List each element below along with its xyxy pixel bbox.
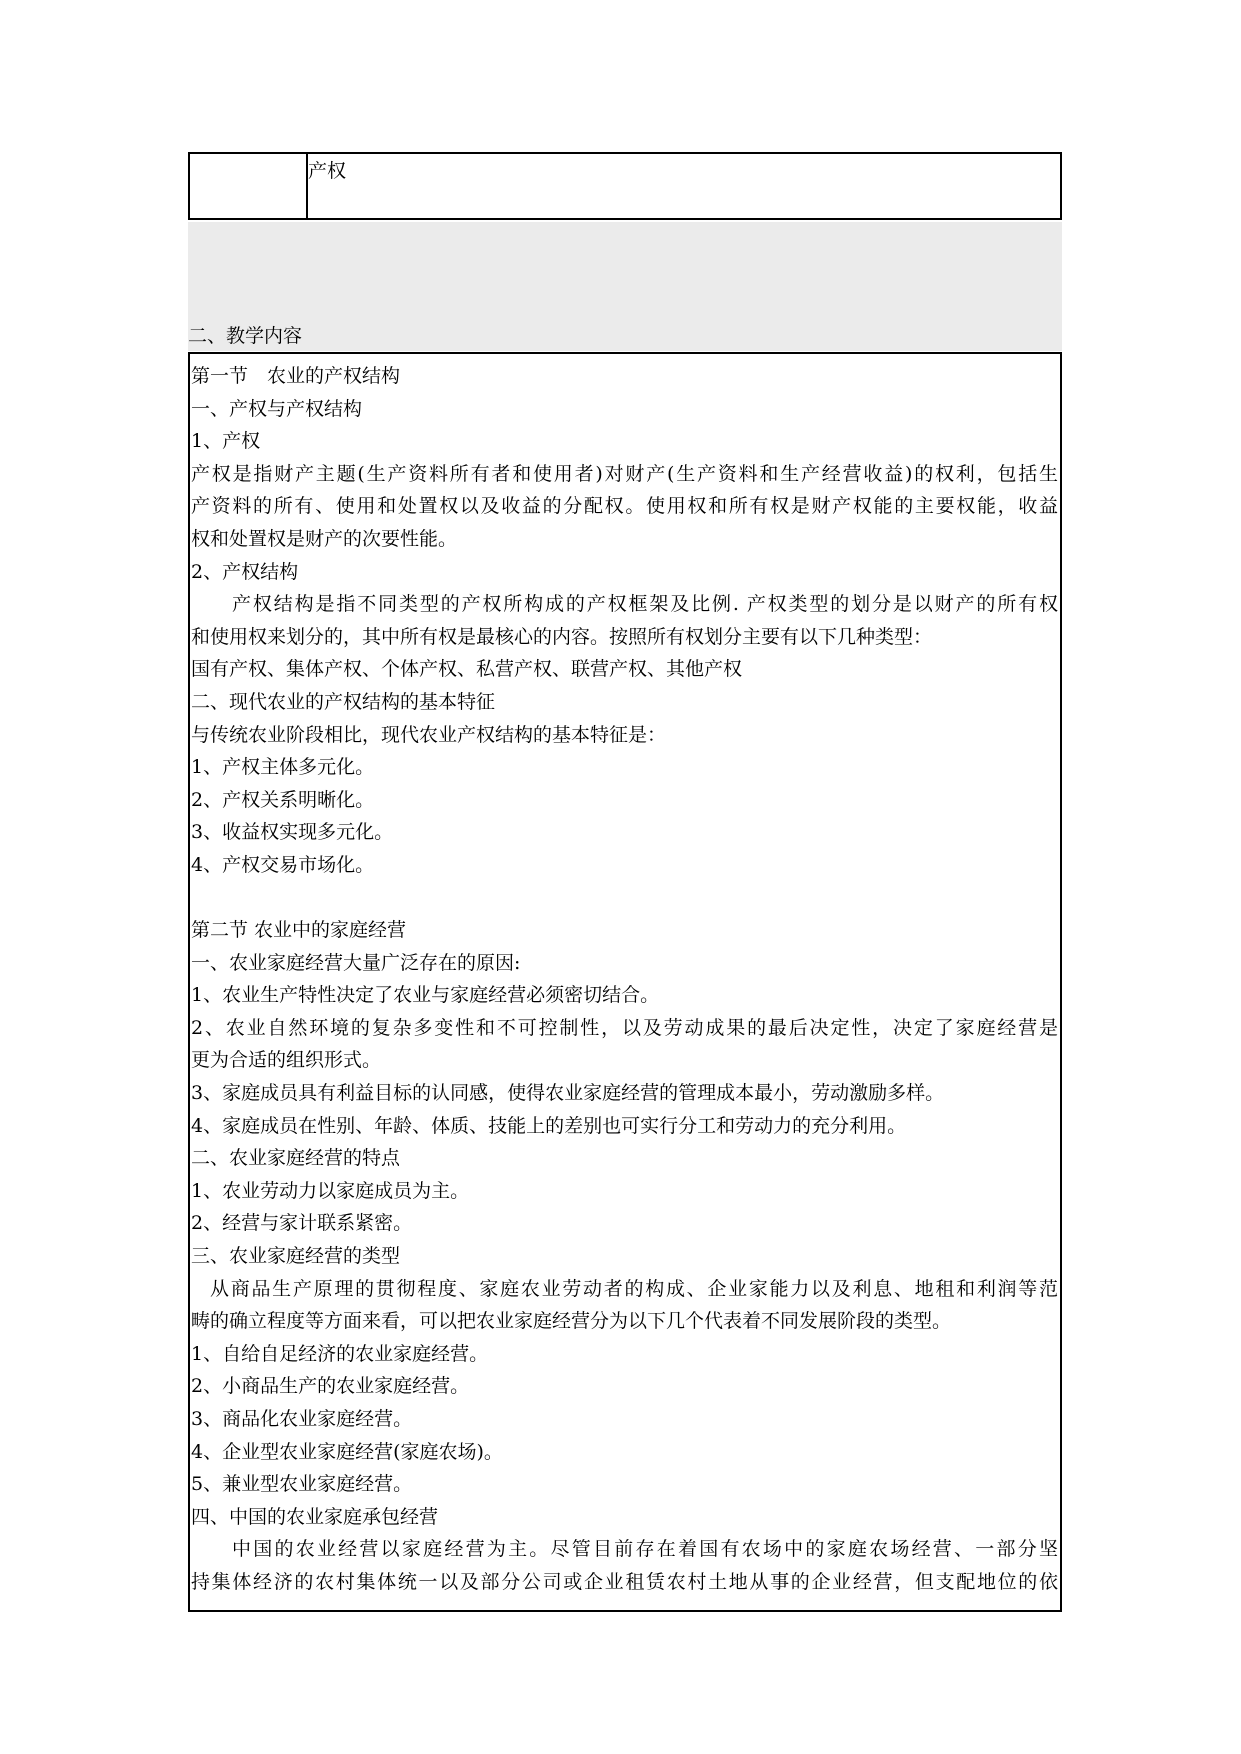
section-heading: 二、教学内容 (188, 325, 303, 347)
text-line: 1、农业劳动力以家庭成员为主。 (191, 1179, 470, 1202)
text-line: 更为合适的组织形式。 (191, 1049, 382, 1072)
shaded-section-band (188, 222, 1062, 351)
header-table-right-cell: 产权 (308, 160, 347, 182)
text-line: 四、中国的农业家庭承包经营 (191, 1505, 439, 1528)
text-line: 产权结构是指不同类型的产权所构成的产权框架及比例. 产权类型的划分是以财产的所有权 (232, 593, 1058, 616)
content-box (188, 352, 1062, 1612)
text-line: 3、家庭成员具有利益目标的认同感，使得农业家庭经营的管理成本最小，劳动激励多样。 (191, 1082, 945, 1105)
text-line: 二、现代农业的产权结构的基本特征 (191, 690, 496, 713)
text-line: 4、家庭成员在性别、年龄、体质、技能上的差别也可实行分工和劳动力的充分利用。 (191, 1114, 907, 1137)
text-line: 1、产权主体多元化。 (191, 756, 375, 779)
text-line: 第二节 农业中的家庭经营 (191, 919, 407, 942)
content-lines (190, 354, 1060, 1599)
header-table (188, 152, 1062, 220)
text-line: 一、产权与产权结构 (191, 397, 363, 420)
text-line: 第一节 农业的产权结构 (191, 365, 401, 387)
text-line: 国有产权、集体产权、个体产权、私营产权、联营产权、其他产权 (191, 658, 743, 681)
text-line: 三、农业家庭经营的类型 (191, 1245, 401, 1268)
text-line: 权和处置权是财产的次要性能。 (191, 527, 458, 550)
text-line: 与传统农业阶段相比，现代农业产权结构的基本特征是： (191, 723, 667, 746)
text-line: 产资料的所有、使用和处置权以及收益的分配权。使用权和所有权是财产权能的主要权能，收益 (191, 495, 1058, 518)
text-line: 2、经营与家计联系紧密。 (191, 1212, 413, 1235)
text-line: 持集体经济的农村集体统一以及部分公司或企业租赁农村土地从事的企业经营，但支配地位的依 (191, 1570, 1058, 1593)
text-line: 2、小商品生产的农业家庭经营。 (191, 1375, 470, 1398)
text-line: 1、自给自足经济的农业家庭经营。 (191, 1342, 489, 1365)
text-line: 2、农业自然环境的复杂多变性和不可控制性，以及劳动成果的最后决定性，决定了家庭经营是 (191, 1016, 1058, 1039)
text-line: 2、产权结构 (191, 560, 299, 583)
header-table-left-cell (190, 154, 308, 218)
text-line: 产权是指财产主题(生产资料所有者和使用者)对财产(生产资料和生产经营收益)的权利，包括生 (191, 462, 1058, 485)
text-line: 一、农业家庭经营大量广泛存在的原因: (191, 951, 521, 974)
text-line: 和使用权来划分的，其中所有权是最核心的内容。按照所有权划分主要有以下几种类型： (191, 625, 933, 648)
text-line: 3、收益权实现多元化。 (191, 821, 394, 844)
text-line: 中国的农业经营以家庭经营为主。尽管目前存在着国有农场中的家庭农场经营、一部分坚 (232, 1538, 1058, 1561)
text-line: 从商品生产原理的贯彻程度、家庭农业劳动者的构成、企业家能力以及利息、地租和利润等范 (210, 1277, 1058, 1300)
text-line: 4、产权交易市场化。 (191, 853, 375, 876)
blank-line (190, 882, 1060, 915)
text-line: 1、农业生产特性决定了农业与家庭经营必须密切结合。 (191, 984, 660, 1007)
text-line: 5、兼业型农业家庭经营。 (191, 1473, 413, 1496)
text-line: 二、农业家庭经营的特点 (191, 1147, 401, 1170)
text-line: 2、产权关系明晰化。 (191, 788, 375, 811)
text-line: 畴的确立程度等方面来看，可以把农业家庭经营分为以下几个代表着不同发展阶段的类型。 (191, 1310, 952, 1333)
text-line: 1、产权 (191, 430, 261, 453)
text-line: 3、商品化农业家庭经营。 (191, 1408, 413, 1430)
text-line: 4、企业型农业家庭经营(家庭农场)。 (191, 1440, 503, 1463)
